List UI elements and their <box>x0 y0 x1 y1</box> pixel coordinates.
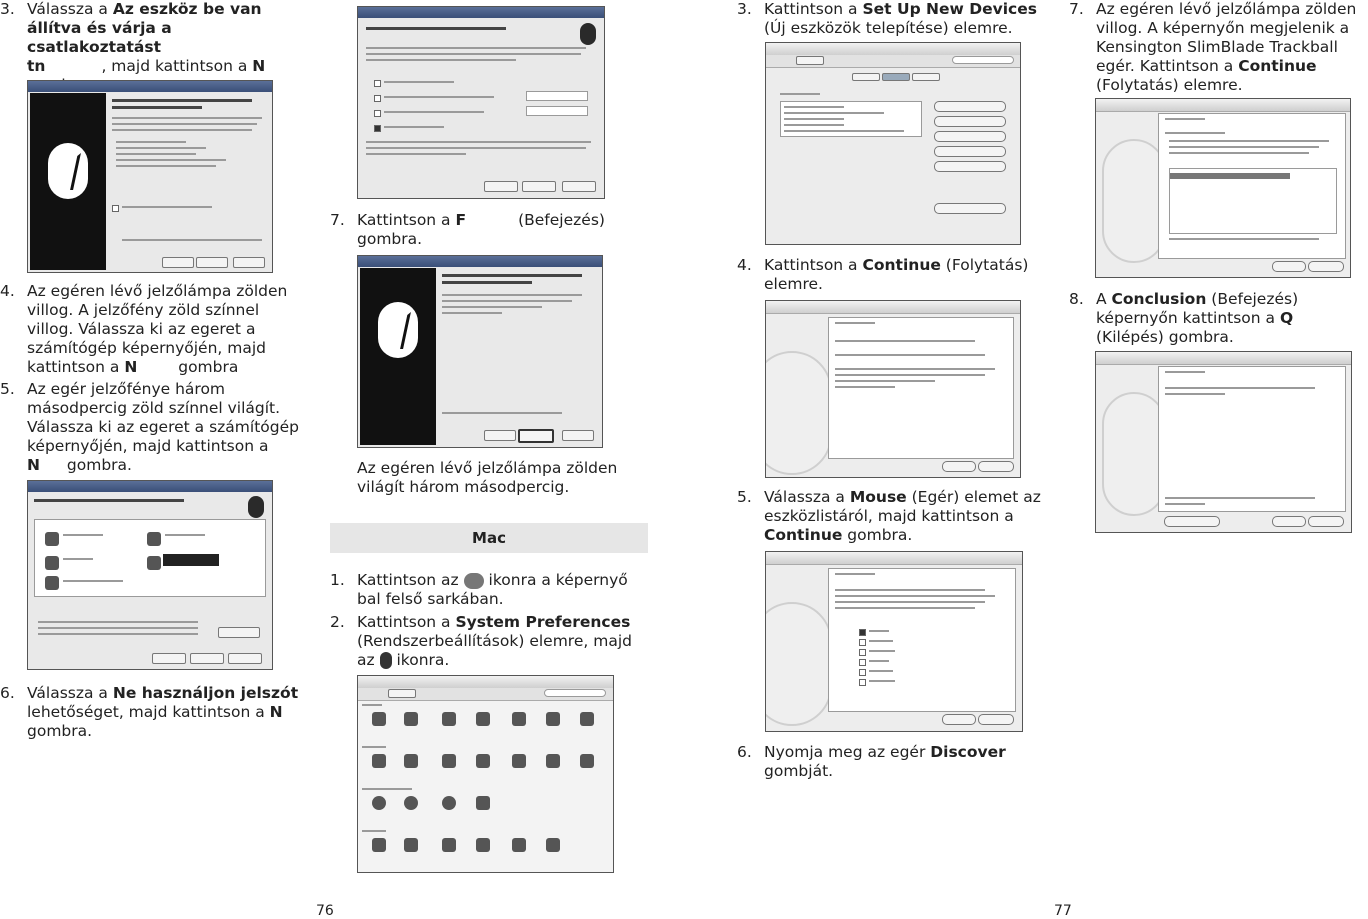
continue-button[interactable] <box>978 714 1014 725</box>
back-button[interactable] <box>484 430 516 441</box>
screenshot-conclusion <box>1095 351 1352 533</box>
step-text: Válassza a Mouse (Egér) elemet az eszközlistáról, majd kattintson a Continue gombra. <box>764 488 1041 544</box>
step-text: Az egéren lévő jelzőlámpa zölden villog. A képernyőn megjelenik a Kensington SlimBlade Trackball egér. Kattintson a Continue (Folytatás) elemre. <box>1096 0 1357 94</box>
step-number: 2. <box>330 613 345 631</box>
cancel-button[interactable] <box>562 430 594 441</box>
window-titlebar <box>766 552 1022 565</box>
bluetooth-icon <box>378 302 418 358</box>
next-button[interactable] <box>190 653 224 664</box>
go-back-button[interactable] <box>1272 516 1306 527</box>
window-titlebar <box>28 481 272 492</box>
page-number-left: 76 <box>316 903 334 919</box>
bluetooth-sidebar <box>30 93 106 270</box>
back-button[interactable] <box>484 181 518 192</box>
next-button[interactable] <box>522 181 556 192</box>
step-number: 3. <box>737 0 752 18</box>
step-number: 8. <box>1069 290 1084 308</box>
step-7-right <box>1069 0 1367 96</box>
window-titlebar <box>1096 99 1350 112</box>
found-device-list <box>1169 168 1337 234</box>
screenshot-passkey-options <box>357 6 605 199</box>
step-number: 7. <box>330 211 345 229</box>
window-titlebar <box>358 256 602 267</box>
step-4-left <box>0 282 310 378</box>
step-number: 7. <box>1069 0 1084 18</box>
screenshot-select-device-type <box>765 551 1023 732</box>
step-number: 6. <box>737 743 752 761</box>
step-text: Kattintson az ikonra a képernyő bal felső sarkában. <box>357 571 628 608</box>
go-back-button[interactable] <box>1272 261 1306 272</box>
apple-icon <box>464 573 484 589</box>
step-number: 4. <box>737 256 752 274</box>
step-text: Az egér jelzőfénye három másodpercig zöld színnel világít. Válassza ki az egeret a számítógép képernyőjén, majd kattintson a N gombra. <box>27 380 299 474</box>
back-button[interactable] <box>162 257 194 268</box>
quit-button[interactable] <box>1308 516 1344 527</box>
set-up-another-device-button[interactable] <box>1164 516 1220 527</box>
step-text: Az egéren lévő jelzőlámpa zölden villog. A jelzőfény zöld színnel villog. Válassza ki az egeret a számítógép képernyőjén, majd kattintson a N gombra <box>27 282 288 376</box>
window-titlebar <box>1096 352 1351 365</box>
mouse-illustration <box>765 351 832 475</box>
window-titlebar <box>28 81 272 92</box>
back-button[interactable] <box>152 653 186 664</box>
search-again-button[interactable] <box>218 627 260 638</box>
step-text: Kattintson a F (Befejezés) gombra. <box>357 211 605 248</box>
cancel-button[interactable] <box>233 257 265 268</box>
bluetooth-icon <box>48 143 88 199</box>
step-3-left <box>0 0 310 76</box>
mouse-illustration <box>765 602 832 726</box>
note-green-light: Az egéren lévő jelzőlámpa zölden világít három másodpercig. <box>357 459 618 496</box>
screenshot-setup-intro <box>765 300 1021 478</box>
search-input[interactable] <box>952 56 1014 64</box>
bluetooth-pref-icon[interactable] <box>372 754 386 768</box>
step-text: Kattintson a System Preferences (Rendszerbeállítások) elemre, majd az ikonra. <box>357 613 632 669</box>
step-number: 5. <box>0 380 15 398</box>
step-5-left <box>0 380 320 476</box>
cancel-button[interactable] <box>562 181 596 192</box>
step-text: Kattintson a Continue (Folytatás) elemre. <box>764 256 1029 293</box>
tab-sharing[interactable] <box>912 73 940 81</box>
go-back-button[interactable] <box>942 461 976 472</box>
section-header-mac: Mac <box>330 523 648 553</box>
continue-button[interactable] <box>978 461 1014 472</box>
bluetooth-icon <box>248 496 264 518</box>
mouse-illustration <box>1102 139 1166 263</box>
step-8-right <box>1069 290 1367 348</box>
screenshot-bluetooth-prefs <box>765 42 1021 245</box>
step-number: 4. <box>0 282 15 300</box>
cancel-button[interactable] <box>228 653 262 664</box>
next-button[interactable] <box>196 257 228 268</box>
screenshot-bt-wizard-1 <box>27 80 273 273</box>
bluetooth-icon <box>380 652 392 669</box>
step-3-right <box>737 0 1047 40</box>
search-input[interactable] <box>544 689 606 697</box>
step-number: 6. <box>0 684 15 702</box>
step-6-right <box>737 743 1047 783</box>
window-titlebar <box>358 7 604 18</box>
show-all-button[interactable] <box>388 689 416 698</box>
set-up-new-device-button[interactable] <box>934 203 1006 214</box>
device-list <box>34 519 266 597</box>
step-text: Válassza a Az eszköz be van állítva és várja a csatlakoztatást tn , majd kattintson a N <box>27 0 266 75</box>
tab-devices[interactable] <box>882 73 910 81</box>
mac-step-1 <box>330 571 648 611</box>
finish-button[interactable] <box>518 429 554 443</box>
screenshot-select-device <box>27 480 273 670</box>
tab-settings[interactable] <box>852 73 880 81</box>
mouse-illustration <box>1102 392 1166 516</box>
step-5-right <box>737 488 1055 546</box>
bluetooth-device-list <box>780 101 922 137</box>
step-number: 1. <box>330 571 345 589</box>
step-4-right <box>737 256 1047 296</box>
step-6-left <box>0 684 320 742</box>
bluetooth-icon <box>580 23 596 45</box>
screenshot-mouse-found <box>1095 98 1351 278</box>
go-back-button[interactable] <box>942 714 976 725</box>
step-7-left <box>330 211 648 251</box>
show-all-button[interactable] <box>796 56 824 65</box>
step-number: 5. <box>737 488 752 506</box>
step-text: Kattintson a Set Up New Devices (Új eszközök telepítése) elemre. <box>764 0 1037 37</box>
page-number-right: 77 <box>1054 903 1072 919</box>
window-titlebar <box>766 301 1020 314</box>
mac-step-2 <box>330 613 648 671</box>
screenshot-system-preferences <box>357 675 614 873</box>
step-number: 3. <box>0 0 15 18</box>
step-text: Nyomja meg az egér Discover gombját. <box>764 743 1006 780</box>
continue-button[interactable] <box>1308 261 1344 272</box>
screenshot-wizard-complete <box>357 255 603 448</box>
step-text: Válassza a Ne használjon jelszót lehetőséget, majd kattintson a N gombra. <box>27 684 299 740</box>
bluetooth-sidebar <box>360 268 436 445</box>
step-text: A Conclusion (Befejezés) képernyőn kattintson a Q (Kilépés) gombra. <box>1096 290 1299 346</box>
